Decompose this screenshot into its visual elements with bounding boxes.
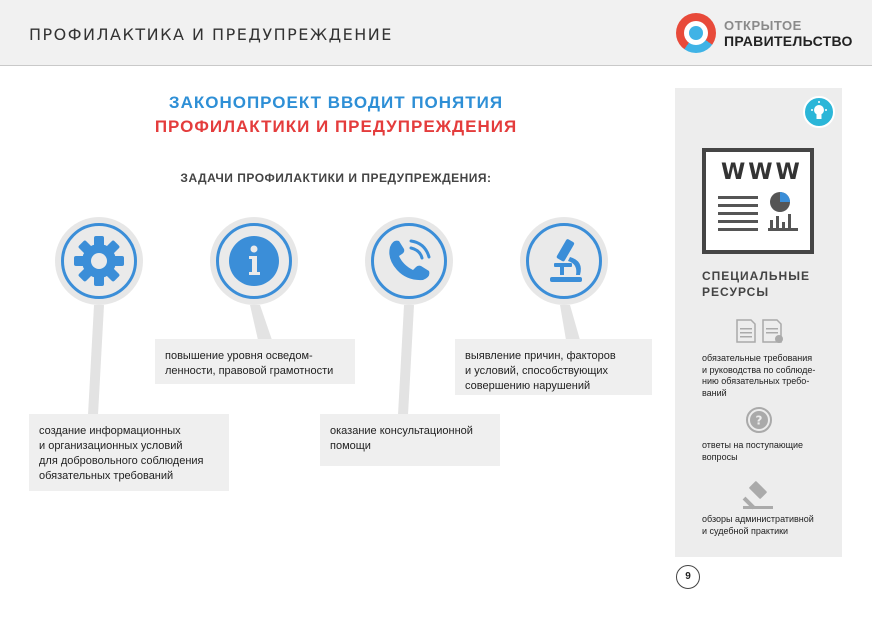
task-text-3: оказание консультационной помощи bbox=[330, 425, 473, 452]
microscope-icon bbox=[520, 217, 608, 305]
question-icon bbox=[745, 406, 773, 434]
task-circle-info bbox=[210, 217, 298, 305]
task-text-2: повышение уровня осведом- ленности, правовой грамотности bbox=[165, 350, 334, 377]
special-resources-title: СПЕЦИАЛЬНЫЕ РЕСУРСЫ bbox=[702, 269, 810, 299]
task-circle-phone bbox=[365, 217, 453, 305]
documents-icon bbox=[733, 316, 787, 344]
tasks-subheading: ЗАДАЧИ ПРОФИЛАКТИКИ И ПРЕДУПРЕЖДЕНИЯ: bbox=[180, 171, 492, 185]
logo-text-line2: ПРАВИТЕЛЬСТВО bbox=[724, 33, 853, 49]
resource-item-practice: обзоры административной и судебной практики bbox=[702, 514, 814, 536]
special-resources-panel bbox=[675, 88, 842, 557]
headline-line2: ПРОФИЛАКТИКИ И ПРЕДУПРЕЖДЕНИЯ bbox=[154, 117, 518, 136]
task-circle-microscope bbox=[520, 217, 608, 305]
task-text-1: создание информационных и организационных условий для добровольного соблюдения обязательных требований bbox=[39, 425, 204, 482]
task-text-4: выявление причин, факторов и условий, способствующих совершению нарушений bbox=[465, 350, 616, 392]
info-icon bbox=[210, 217, 298, 305]
task-box-3 bbox=[320, 414, 500, 466]
gavel-icon bbox=[739, 480, 777, 510]
task-box-4 bbox=[455, 339, 652, 395]
task-box-2 bbox=[155, 339, 355, 384]
resource-item-answers: ответы на поступающие вопросы bbox=[702, 440, 804, 462]
resource-item-requirements: обязательные требования и руководства по соблюде- нию обязательных требо- ваний bbox=[702, 353, 816, 398]
www-label: WWW bbox=[721, 160, 803, 185]
headline-line1: ЗАКОНОПРОЕКТ ВВОДИТ ПОНЯТИЯ bbox=[168, 93, 504, 112]
svg-text:?: ? bbox=[755, 413, 763, 428]
page-number: 9 bbox=[676, 565, 700, 589]
task-circle-gear bbox=[55, 217, 143, 305]
task-box-1 bbox=[29, 414, 229, 491]
gear-icon bbox=[55, 217, 143, 305]
phone-icon bbox=[365, 217, 453, 305]
page-title: ПРОФИЛАКТИКА И ПРЕДУПРЕЖДЕНИЕ bbox=[29, 25, 393, 44]
lightbulb-icon bbox=[803, 96, 835, 128]
web-page-icon bbox=[702, 148, 814, 254]
logo-text-line1: ОТКРЫТОЕ bbox=[724, 18, 802, 33]
